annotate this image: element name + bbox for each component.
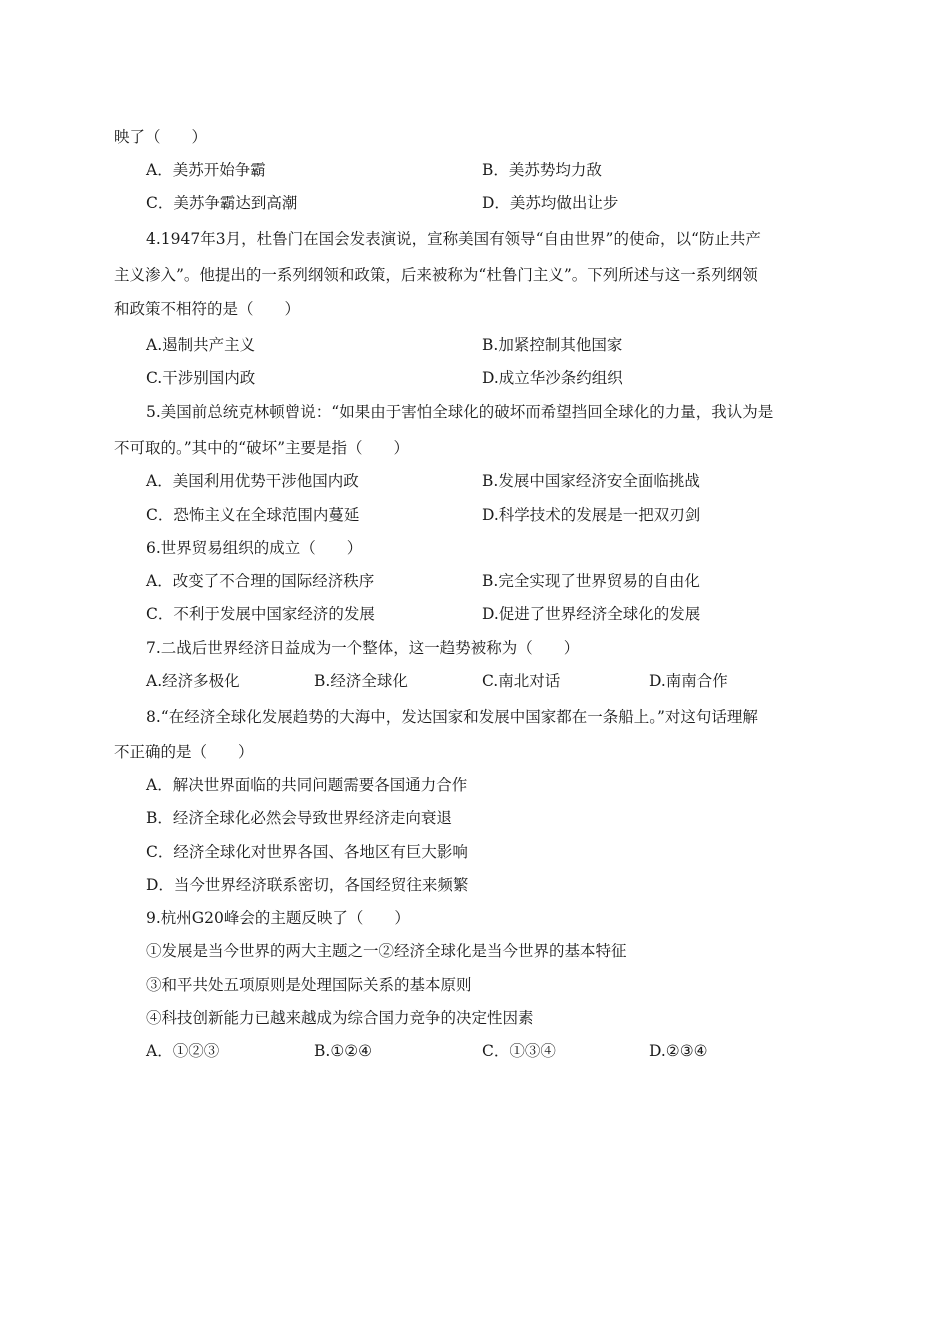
q3-stem-continuation: 映了（ ） <box>114 128 208 146</box>
q8-option-b: B．经济全球化必然会导致世界经济走向衰退 <box>146 809 452 827</box>
q8-stem-line-1: 8.“在经济全球化发展趋势的大海中，发达国家和发展中国家都在一条船上。”对这句话理解 <box>146 708 758 726</box>
q4-stem-line-2: 主义渗入”。他提出的一系列纲领和政策，后来被称为“杜鲁门主义”。下列所述与这一系列纲领 <box>114 266 758 284</box>
q8-option-a: A．解决世界面临的共同问题需要各国通力合作 <box>146 776 468 794</box>
q8-stem-line-2: 不正确的是（ ） <box>114 743 254 761</box>
q6-option-b: B.完全实现了世界贸易的自由化 <box>482 572 700 590</box>
q7-option-d: D.南南合作 <box>649 672 728 690</box>
q4-stem-line-1: 4.1947年3月，杜鲁门在国会发表演说，宣称美国有领导“自由世界”的使命，以“防止共产 <box>146 230 761 248</box>
q6-option-c: C．不利于发展中国家经济的发展 <box>146 605 375 623</box>
q3-option-b: B．美苏势均力敌 <box>482 161 602 179</box>
q5-option-b: B.发展中国家经济安全面临挑战 <box>482 472 700 490</box>
q4-stem-line-3: 和政策不相符的是（ ） <box>114 300 301 318</box>
q5-option-a: A．美国利用优势干涉他国内政 <box>146 472 359 490</box>
q7-option-a: A.经济多极化 <box>146 672 240 690</box>
q9-option-c: C．①③④ <box>482 1042 556 1060</box>
q7-option-b: B.经济全球化 <box>314 672 408 690</box>
q5-option-d: D.科学技术的发展是一把双刃剑 <box>482 506 701 524</box>
q8-option-d: D．当今世界经济联系密切，各国经贸往来频繁 <box>146 876 469 894</box>
q4-option-c: C.干涉别国内政 <box>146 369 256 387</box>
q9-option-b: B.①②④ <box>314 1042 373 1060</box>
q3-option-a: A．美苏开始争霸 <box>146 161 266 179</box>
q5-option-c: C．恐怖主义在全球范围内蔓延 <box>146 506 360 524</box>
q6-stem: 6.世界贸易组织的成立（ ） <box>146 539 363 557</box>
q6-option-d: D.促进了世界经济全球化的发展 <box>482 605 701 623</box>
q7-stem: 7.二战后世界经济日益成为一个整体，这一趋势被称为（ ） <box>146 639 580 657</box>
q4-option-d: D.成立华沙条约组织 <box>482 369 623 387</box>
q9-option-d: D.②③④ <box>649 1042 708 1060</box>
q7-option-c: C.南北对话 <box>482 672 561 690</box>
q3-option-c: C．美苏争霸达到高潮 <box>146 194 298 212</box>
q4-option-b: B.加紧控制其他国家 <box>482 336 623 354</box>
q9-statement-3: ③和平共处五项原则是处理国际关系的基本原则 <box>146 976 472 994</box>
q4-option-a: A.遏制共产主义 <box>146 336 256 354</box>
q5-stem-line-2: 不可取的。”其中的“破坏”主要是指（ ） <box>114 439 410 457</box>
q5-stem-line-1: 5.美国前总统克林顿曾说：“如果由于害怕全球化的破坏而希望挡回全球化的力量，我认为是 <box>146 403 774 421</box>
q9-option-a: A．①②③ <box>146 1042 220 1060</box>
q3-option-d: D．美苏均做出让步 <box>482 194 619 212</box>
q9-statement-1-2: ①发展是当今世界的两大主题之一②经济全球化是当今世界的基本特征 <box>146 942 627 960</box>
q9-statement-4: ④科技创新能力已越来越成为综合国力竞争的决定性因素 <box>146 1009 534 1027</box>
q8-option-c: C．经济全球化对世界各国、各地区有巨大影响 <box>146 843 468 861</box>
q6-option-a: A．改变了不合理的国际经济秩序 <box>146 572 375 590</box>
q9-stem: 9.杭州G20峰会的主题反映了（ ） <box>146 909 410 927</box>
